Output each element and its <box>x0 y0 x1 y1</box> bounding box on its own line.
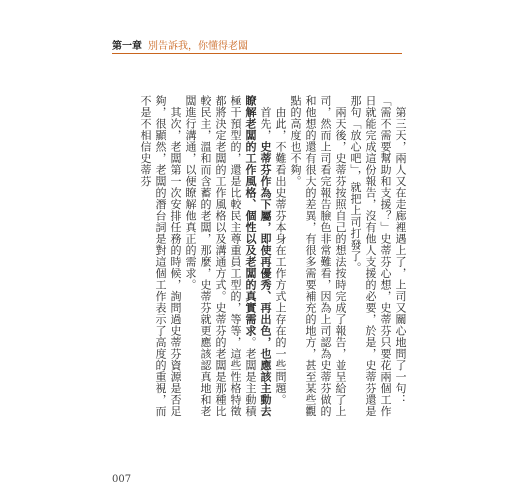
paragraph-2 <box>288 95 348 420</box>
paragraph-4-rest: 。老闆是主動積極干預型的，還是比較民主尊重員工型的，等等，這些性格特徵都將決定老闆的工作風格以及溝通方式。史蒂芬的老闆是那種比較民主，溫和而含蓄的老闆，那麼，史蒂芬就更應該認真地和老闆進行溝通，以便瞭解他真正的需求。 <box>184 95 257 417</box>
paragraph-1-text: 第三天，兩人又在走廊裡遇上了，上司又關心地問了一句：「需不需要幫助和支援？」史蒂芬心想，史蒂芬只要花兩個工作日就能完成這份報告，沒有他人支援的必要，於是，史蒂芬還是那句「放心吧」，就把上司打發了。 <box>349 95 407 417</box>
paragraph-4-emphasis: 史蒂芬作為下屬，即使再優秀、再出色，也應該主動去瞭解老闆的工作風格、個性以及老闆的真實需求 <box>244 95 272 417</box>
chapter-number: 第一章 <box>112 41 142 52</box>
paragraph-4-lead: 首先， <box>259 106 272 141</box>
paragraph-3 <box>273 95 288 420</box>
paragraph-1 <box>348 95 408 420</box>
paragraph-3-text: 由此，不難看出史蒂芬本身在工作方式上存在的一些問題。 <box>274 106 287 406</box>
paragraph-5 <box>138 95 183 420</box>
paragraph-4 <box>183 95 273 420</box>
paragraph-2-text: 兩天後，史蒂芬按照自己的想法按時完成了報告，並呈給了上司，然而上司看完報告臉色非常難看，因為上司認為史蒂芬做的和他想的還有很大的差異，有很多需要補充的地方，甚至某些觀點的高度也不夠。 <box>289 95 347 417</box>
paragraph-5-text: 其次，老闆第一次安排任務的時候，詢問過史蒂芬資源是否足夠，很顯然，老闆的潛台詞是對這個工作表示了高度的重視，而不是不相信史蒂芬 <box>139 95 182 417</box>
header-rule <box>112 53 402 54</box>
chapter-title: 別告訴我，你懂得老闆 <box>148 41 248 52</box>
body-text <box>138 95 408 420</box>
page-number: 007 <box>112 474 132 485</box>
